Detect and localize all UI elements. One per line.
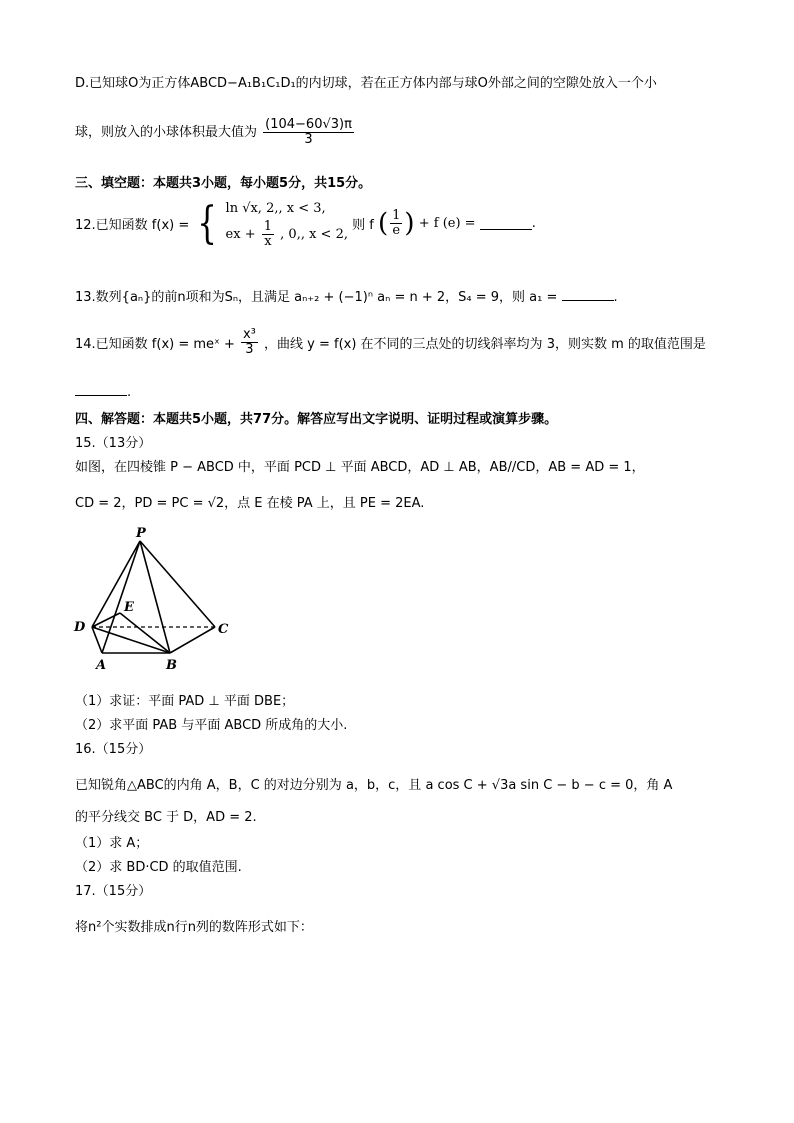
q12-end: . <box>531 216 536 231</box>
pyramid-figure <box>70 525 240 675</box>
q13-answer-blank[interactable] <box>562 289 614 301</box>
q12-suffix: + f (e) = <box>418 216 476 231</box>
label-p: P <box>136 526 146 541</box>
q12-case2-frac-num: 1 <box>263 219 273 234</box>
q15-sub1: （1）求证：平面 PAD ⊥ 平面 DBE； <box>75 694 295 709</box>
q12-paren-open: ( <box>377 208 389 239</box>
q12-arg-den: e <box>392 223 401 238</box>
q12-case2-b: , 0,, x < 2, <box>280 227 348 242</box>
q14-prefix: 14.已知函数 f(x) = meˣ + <box>75 337 235 352</box>
q12-paren-close: ) <box>404 208 415 239</box>
q16-line1: 已知锐角△ABC的内角 A，B，C 的对边分别为 a，b，c，且 a cos C + √3a sin C − b − c = 0，角 A <box>75 778 673 793</box>
q17-line1: 将n²个实数排成n行n列的数阵形式如下： <box>75 920 313 935</box>
q15-line2: CD = 2，PD = PC = √2，点 E 在棱 PA 上，且 PE = 2EA. <box>75 496 425 511</box>
q17-score: 17.（15分） <box>75 884 152 899</box>
q12 <box>75 198 536 249</box>
q15-score: 15.（13分） <box>75 436 152 451</box>
q14-suffix: ，曲线 y = f(x) 在不同的三点处的切线斜率均为 3，则实数 m 的取值范围是 <box>264 337 706 352</box>
q14-frac <box>241 328 258 357</box>
q16-sub2: （2）求 BD·CD 的取值范围. <box>75 860 242 875</box>
label-d: D <box>74 620 86 635</box>
q14 <box>75 328 706 357</box>
q14-frac-num: x³ <box>242 327 256 342</box>
label-e: E <box>124 600 134 615</box>
q14-end: . <box>127 385 132 400</box>
q13 <box>75 286 618 305</box>
q15-line1: 如图，在四棱锥 P − ABCD 中，平面 PCD ⊥ 平面 ABCD，AD ⊥ AB，AB//CD，AB = AD = 1， <box>75 460 645 475</box>
edge-eb <box>120 613 170 653</box>
q12-case2-frac <box>262 220 274 249</box>
q12-mid: 则 f <box>352 218 374 233</box>
option-d-fraction <box>263 118 354 147</box>
q12-brace: { <box>197 197 218 249</box>
q12-case2-frac-den: x <box>264 234 272 249</box>
label-a: A <box>96 658 107 673</box>
edge-bc <box>170 627 215 653</box>
q15-sub2: （2）求平面 PAB 与平面 ABCD 所成角的大小. <box>75 718 348 733</box>
section3-heading: 三、填空题：本题共3小题，每小题5分，共15分。 <box>75 176 372 191</box>
q12-case2 <box>226 220 348 249</box>
q12-cases <box>226 198 348 249</box>
label-c: C <box>218 622 229 637</box>
q13-end: . <box>613 290 618 305</box>
option-d-line1: D.已知球O为正方体ABCD−A₁B₁C₁D₁的内切球，若在正方体内部与球O外部之间的空隙处放入一个小 <box>75 76 657 91</box>
q16-score: 16.（15分） <box>75 742 152 757</box>
q12-case2-a: ex + <box>225 227 256 242</box>
option-d-frac-num: (104−60√3)π <box>265 117 352 132</box>
option-d-line2 <box>75 118 356 147</box>
q12-case1: ln √x, 2,, x < 3, <box>225 201 326 216</box>
q12-arg-frac <box>390 209 402 238</box>
option-d-frac-den: 3 <box>304 132 313 147</box>
q14-answer-line <box>75 384 131 400</box>
q13-text: 13.数列{aₙ}的前n项和为Sₙ，且满足 aₙ₊₂ + (−1)ⁿ aₙ = n + 2，S₄ = 9，则 a₁ = <box>75 290 558 305</box>
q14-frac-den: 3 <box>245 342 254 357</box>
q12-prefix: 12.已知函数 f(x) = <box>75 218 190 233</box>
option-d-prefix: 球，则放入的小球体积最大值为 <box>75 125 258 140</box>
q12-arg-num: 1 <box>392 208 401 223</box>
q16-sub1: （1）求 A； <box>75 836 149 851</box>
edge-da <box>92 627 102 653</box>
section4-heading: 四、解答题：本题共5小题，共77分。解答应写出文字说明、证明过程或演算步骤。 <box>75 412 558 427</box>
q14-answer-blank[interactable] <box>75 384 127 396</box>
label-b: B <box>166 658 177 673</box>
q12-answer-blank[interactable] <box>480 218 532 230</box>
q16-line2: 的平分线交 BC 于 D，AD = 2. <box>75 810 257 825</box>
